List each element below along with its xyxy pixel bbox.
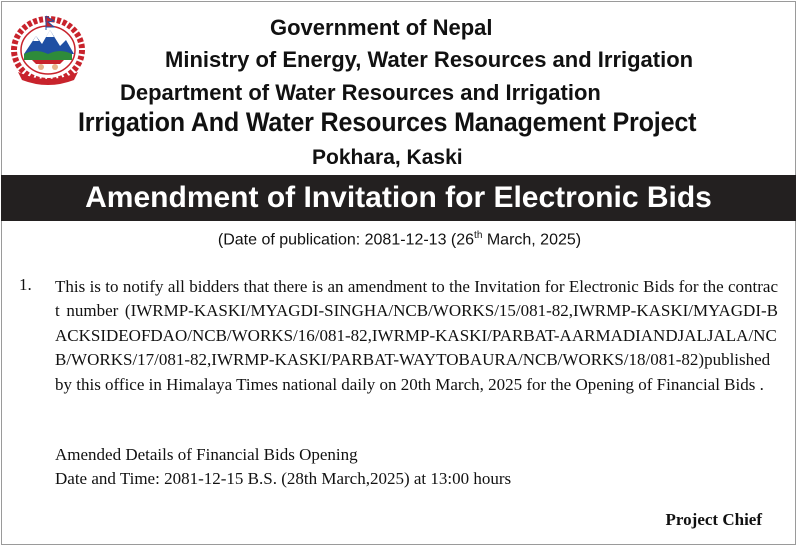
- notice-paragraph: [55, 275, 778, 397]
- notice-text-publication: published by this office in Himalaya Times national daily on 20th March, 2025 for the Opening of Financial Bids .: [55, 350, 771, 394]
- contract-numbers: (IWRMP-KASKI/MYAGDI-SINGHA/NCB/WORKS/15/081-82,IWRMP-KASKI/MYAGDI-BACKSIDEOFDAO/NCB/WORKS/16/081-82,IWRMP-KASKI/PARBAT-AARMADIANDJALJALA/NCB/WORKS/17/081-82,IWRMP-KASKI/PARBAT-WAYTOBAURA/NCB/WORKS/18/081-82): [55, 301, 778, 370]
- header-ministry: Ministry of Energy, Water Resources and Irrigation: [165, 47, 694, 72]
- amended-details-heading: Amended Details of Financial Bids Opening: [55, 445, 358, 464]
- notice-title-banner: Amendment of Invitation for Electronic Bids: [1, 175, 796, 221]
- publication-date-suffix: March, 2025): [482, 231, 582, 249]
- paragraph-number: 1.: [19, 275, 32, 294]
- signature-project-chief: Project Chief: [665, 510, 762, 529]
- publication-date-ordinal: th: [474, 230, 483, 241]
- header-government: Government of Nepal: [270, 15, 493, 40]
- header-project: Irrigation And Water Resources Management Project: [78, 107, 697, 137]
- notice-text-intro: This is to notify all bidders that there is an amendment to the Invitation for Electronic Bids for the contract number: [55, 277, 778, 321]
- nepal-emblem-icon: [8, 10, 88, 86]
- opening-date-time: Date and Time: 2081-12-15 B.S. (28th March,2025) at 13:00 hours: [55, 469, 512, 488]
- header-department: Department of Water Resources and Irrigation: [120, 80, 601, 105]
- publication-date-prefix: (Date of publication: 2081-12-13 (26: [217, 231, 475, 249]
- header-location: Pokhara, Kaski: [312, 146, 463, 169]
- publication-date: [0, 230, 799, 249]
